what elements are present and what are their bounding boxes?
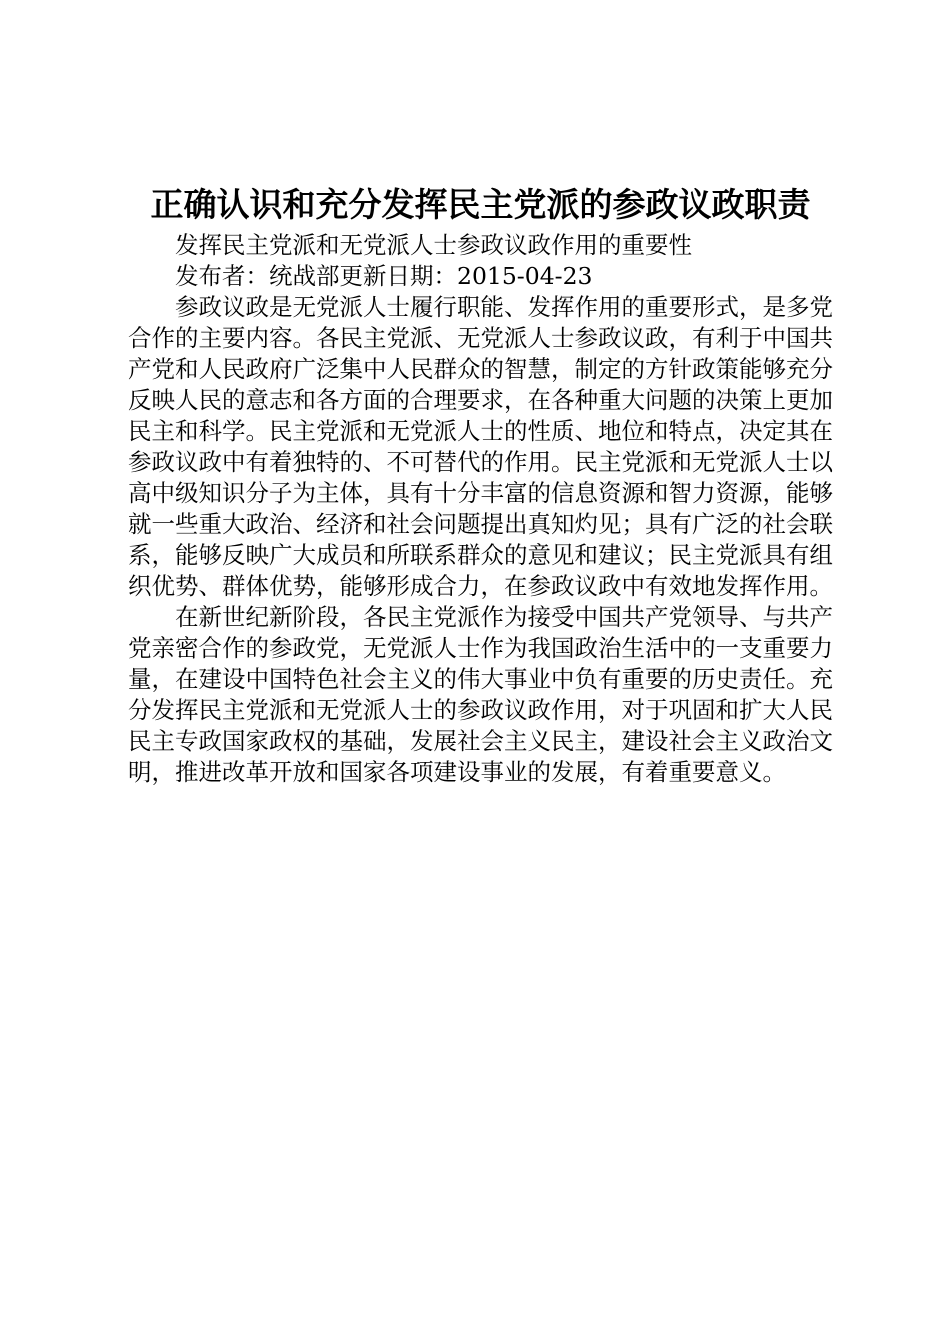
document-title: 正确认识和充分发挥民主党派的参政议政职责 <box>150 185 811 224</box>
document-page <box>128 180 833 788</box>
publish-info: 发布者：统战部更新日期：2015-04-23 <box>175 262 593 290</box>
paragraph-1: 参政议政是无党派人士履行职能、发挥作用的重要形式，是多党合作的主要内容。各民主党派、无党派人士参政议政，有利于中国共产党和人民政府广泛集中人民群众的智慧，制定的方针政策能够充分反映人民的意志和各方面的合理要求，在各种重大问题的决策上更加民主和科学。民主党派和无党派人士的性质、地位和特点，决定其在参政议政中有着独特的、不可替代的作用。民主党派和无党派人士以高中级知识分子为主体，具有十分丰富的信息资源和智力资源，能够就一些重大政治、经济和社会问题提出真知灼见；具有广泛的社会联系，能够反映广大成员和所联系群众的意见和建议；民主党派具有组织优势、群体优势，能够形成合力，在参政议政中有效地发挥作用。 <box>128 293 833 600</box>
document-subtitle: 发挥民主党派和无党派人士参政议政作用的重要性 <box>175 231 692 259</box>
paragraph-2: 在新世纪新阶段，各民主党派作为接受中国共产党领导、与共产党亲密合作的参政党，无党派人士作为我国政治生活中的一支重要力量，在建设中国特色社会主义的伟大事业中负有重要的历史责任。充分发挥民主党派和无党派人士的参政议政作用，对于巩固和扩大人民民主专政国家政权的基础，发展社会主义民主，建设社会主义政治文明，推进改革开放和国家各项建设事业的发展，有着重要意义。 <box>128 603 833 786</box>
